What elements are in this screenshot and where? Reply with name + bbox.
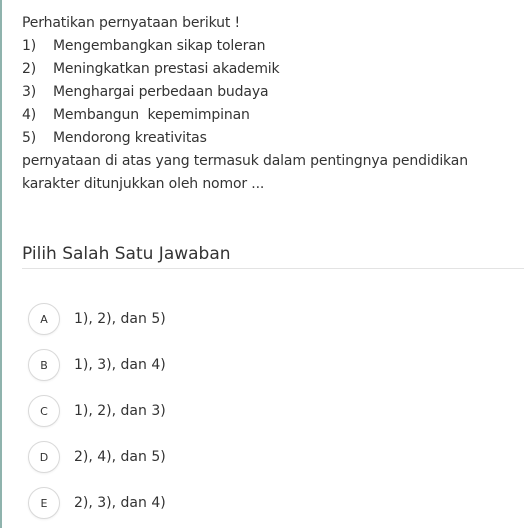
statement-item [22, 104, 517, 127]
statement-number: 1) [22, 38, 37, 54]
option-letter-badge[interactable]: B [28, 349, 60, 381]
statement-number: 5) [22, 130, 37, 146]
statement-text: Meningkatkan prestasi akademik [53, 61, 280, 77]
option-text[interactable]: 1), 2), dan 3) [74, 403, 166, 419]
statement-item [22, 58, 517, 81]
statement-text: Membangun kepemimpinan [53, 107, 250, 123]
heading-divider [22, 268, 524, 269]
question-prompt: pernyataan di atas yang termasuk dalam pentingnya pendidikan karakter ditunjukkan oleh nomor ... [22, 153, 468, 192]
statement-text: Mengembangkan sikap toleran [53, 38, 266, 54]
statement-item [22, 35, 517, 58]
option-d[interactable] [28, 434, 508, 480]
statement-number: 2) [22, 61, 37, 77]
option-text[interactable]: 1), 3), dan 4) [74, 357, 166, 373]
option-text[interactable]: 2), 4), dan 5) [74, 449, 166, 465]
question-intro: Perhatikan pernyataan berikut ! [22, 15, 240, 31]
statement-number: 3) [22, 84, 37, 100]
question-text [22, 12, 517, 196]
option-c[interactable] [28, 388, 508, 434]
answer-heading: Pilih Salah Satu Jawaban [22, 244, 231, 264]
option-text[interactable]: 1), 2), dan 5) [74, 311, 166, 327]
option-letter-badge[interactable]: D [28, 441, 60, 473]
option-a[interactable] [28, 296, 508, 342]
left-accent-rule [0, 0, 2, 528]
answer-options [28, 296, 508, 526]
statement-item [22, 127, 517, 150]
option-letter-badge[interactable]: E [28, 487, 60, 519]
statement-item [22, 81, 517, 104]
option-text[interactable]: 2), 3), dan 4) [74, 495, 166, 511]
option-e[interactable] [28, 480, 508, 526]
statement-text: Mendorong kreativitas [53, 130, 207, 146]
statement-number: 4) [22, 107, 37, 123]
option-b[interactable] [28, 342, 508, 388]
statement-text: Menghargai perbedaan budaya [53, 84, 269, 100]
option-letter-badge[interactable]: C [28, 395, 60, 427]
option-letter-badge[interactable]: A [28, 303, 60, 335]
